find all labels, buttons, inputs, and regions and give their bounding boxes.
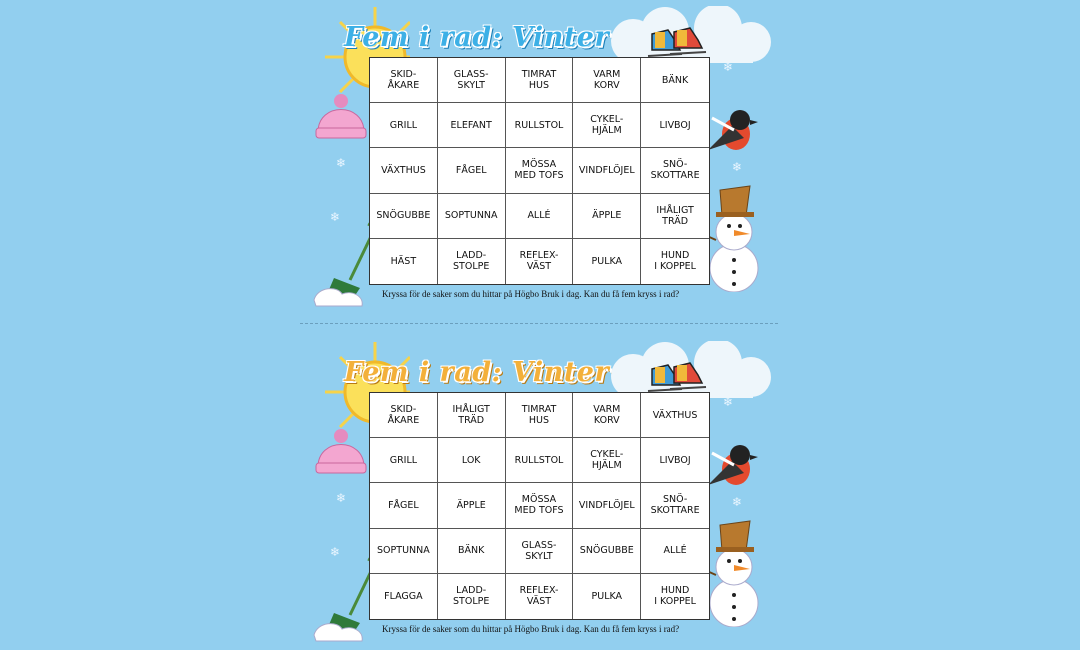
- card-instructions: Kryssa för de saker som du hittar på Högbo Bruk i dag. Kan du få fem kryss i rad?: [382, 624, 680, 634]
- beanie-hat-icon: [312, 92, 370, 142]
- grid-cell[interactable]: IHÅLIGT TRÄD: [641, 194, 709, 239]
- snowflake-icon: ❄: [723, 395, 734, 409]
- grid-cell[interactable]: FÅGEL: [370, 483, 438, 528]
- grid-cell[interactable]: LADD- STOLPE: [438, 239, 506, 284]
- grid-cell[interactable]: SNÖ- SKOTTARE: [641, 483, 709, 528]
- grid-cell[interactable]: FLAGGA: [370, 574, 438, 619]
- grid-cell[interactable]: RULLSTOL: [506, 438, 574, 483]
- grid-cell[interactable]: VÄXTHUS: [370, 148, 438, 193]
- snowflake-icon: ❄: [330, 210, 341, 224]
- grid-cell[interactable]: ELEFANT: [438, 103, 506, 148]
- beanie-hat-icon: [312, 427, 370, 477]
- grid-cell[interactable]: GRILL: [370, 103, 438, 148]
- grid-cell[interactable]: HUND I KOPPEL: [654, 585, 696, 608]
- grid-cell[interactable]: IHÅLIGT TRÄD: [438, 393, 506, 438]
- grid-cell[interactable]: REFLEX- VÄST: [506, 574, 574, 619]
- grid-cell[interactable]: LADD- STOLPE: [438, 574, 506, 619]
- grid-cell[interactable]: TIMRAT HUS: [506, 393, 574, 438]
- grid-cell[interactable]: SOPTUNNA: [370, 529, 438, 574]
- grid-cell[interactable]: CYKEL- HJÄLM: [573, 438, 641, 483]
- grid-cell[interactable]: SNÖGUBBE: [370, 194, 438, 239]
- grid-cell[interactable]: SOPTUNNA: [438, 194, 506, 239]
- snowflake-icon: ❄: [336, 156, 347, 170]
- grid-cell[interactable]: MÖSSA MED TOFS: [506, 148, 574, 193]
- card-instructions: Kryssa för de saker som du hittar på Högbo Bruk i dag. Kan du få fem kryss i rad?: [382, 289, 680, 299]
- grid-cell[interactable]: PULKA: [573, 239, 641, 284]
- grid-cell[interactable]: MÖSSA MED TOFS: [506, 483, 574, 528]
- snowflake-icon: ❄: [336, 491, 347, 505]
- grid-cell[interactable]: VÄXTHUS: [641, 393, 709, 438]
- grid-cell[interactable]: TIMRAT HUS: [506, 58, 574, 103]
- bingo-card-1: [300, 0, 780, 310]
- snowflake-icon: ❄: [723, 60, 734, 74]
- grid-cell[interactable]: BÄNK: [438, 529, 506, 574]
- snowflake-icon: ❄: [732, 495, 743, 509]
- grid-cell[interactable]: ÄPPLE: [438, 483, 506, 528]
- grid-cell[interactable]: SNÖ- SKOTTARE: [641, 148, 709, 193]
- grid-cell[interactable]: GLASS- SKYLT: [506, 529, 574, 574]
- grid-cell[interactable]: ALLÉ: [641, 529, 709, 574]
- grid-cell[interactable]: LIVBOJ: [641, 438, 709, 483]
- grid-cell[interactable]: FÅGEL: [438, 148, 506, 193]
- grid-cell[interactable]: HUND I KOPPEL: [654, 250, 696, 273]
- grid-cell[interactable]: SKID- ÅKARE: [370, 58, 438, 103]
- bingo-grid: [369, 392, 710, 620]
- grid-cell[interactable]: SNÖGUBBE: [573, 529, 641, 574]
- snowflake-icon: ❄: [330, 545, 341, 559]
- grid-cell[interactable]: VARM KORV: [573, 393, 641, 438]
- card-title: Fem i rad: Vinter: [344, 22, 610, 53]
- bullfinch-bird-icon: [704, 104, 760, 160]
- cut-line-divider: [300, 323, 778, 324]
- grid-cell[interactable]: LIVBOJ: [641, 103, 709, 148]
- bingo-card-2: [300, 335, 780, 645]
- grid-cell[interactable]: HÄST: [370, 239, 438, 284]
- grid-cell[interactable]: GRILL: [370, 438, 438, 483]
- bullfinch-bird-icon: [704, 439, 760, 495]
- grid-cell[interactable]: ÄPPLE: [573, 194, 641, 239]
- grid-cell[interactable]: GLASS- SKYLT: [438, 58, 506, 103]
- snowflake-icon: ❄: [732, 160, 743, 174]
- grid-cell[interactable]: VARM KORV: [573, 58, 641, 103]
- grid-cell[interactable]: LOK: [438, 438, 506, 483]
- card-title: Fem i rad: Vinter: [344, 357, 610, 388]
- grid-cell[interactable]: RULLSTOL: [506, 103, 574, 148]
- grid-cell[interactable]: SKID- ÅKARE: [370, 393, 438, 438]
- grid-cell[interactable]: REFLEX- VÄST: [506, 239, 574, 284]
- grid-cell[interactable]: CYKEL- HJÄLM: [573, 103, 641, 148]
- grid-cell[interactable]: PULKA: [573, 574, 641, 619]
- grid-cell[interactable]: VINDFLÖJEL: [573, 483, 641, 528]
- bingo-grid: [369, 57, 710, 285]
- grid-cell[interactable]: BÄNK: [641, 58, 709, 103]
- grid-cell[interactable]: VINDFLÖJEL: [573, 148, 641, 193]
- grid-cell[interactable]: ALLÉ: [506, 194, 574, 239]
